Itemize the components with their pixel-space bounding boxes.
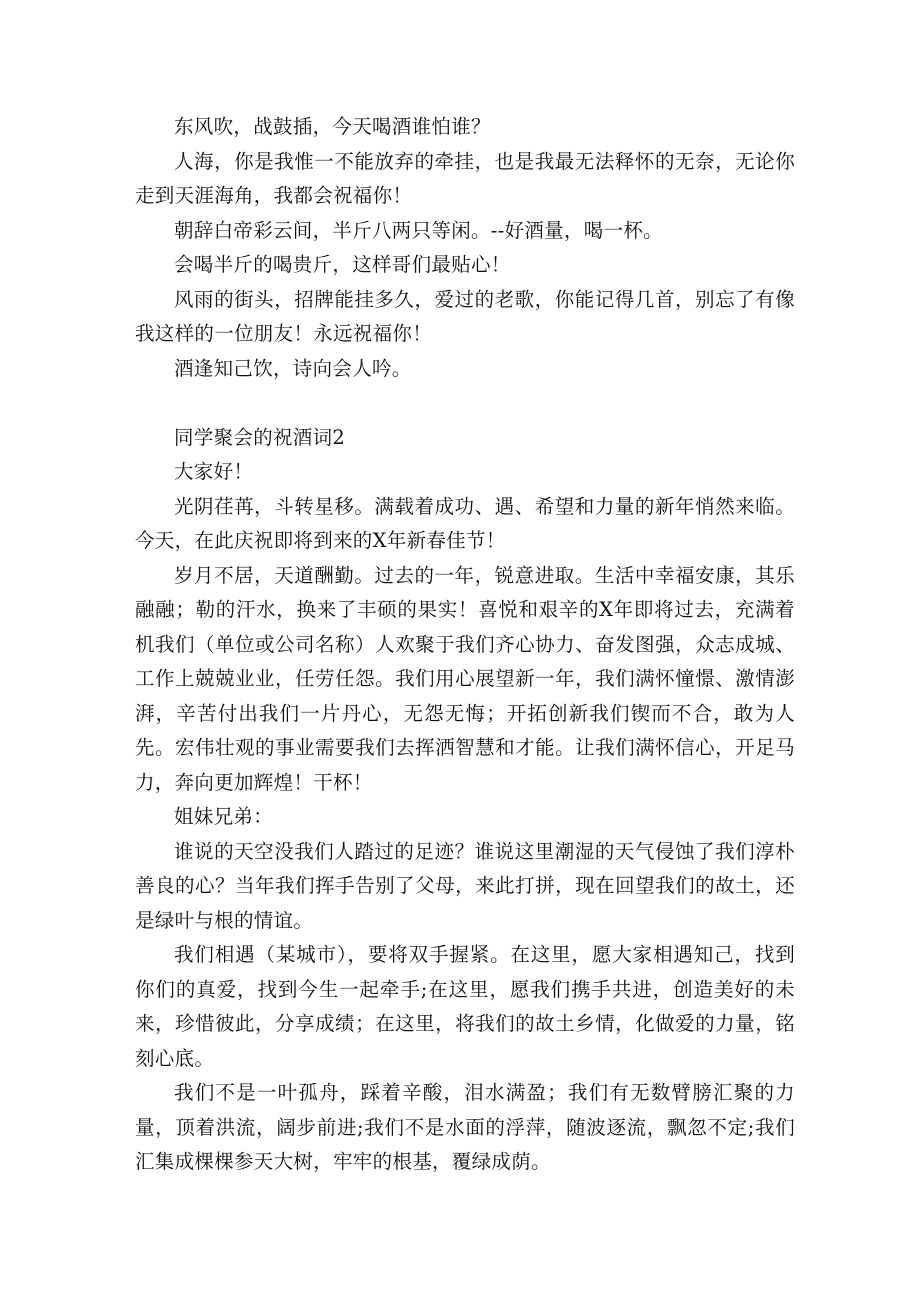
paragraph: 我们相遇（某城市），要将双手握紧。在这里，愿大家相遇知己，找到你们的真爱，找到今生一起牵手;在这里，愿我们携手共进，创造美好的未来，珍惜彼此，分享成绩；在这里，将我们的故土乡情，化做爱的力量，铭刻心底。 [135,943,795,1070]
paragraph: 我们不是一叶孤舟，踩着辛酸，泪水满盈；我们有无数臂膀汇聚的力量，顶着洪流，阔步前进;我们不是水面的浮萍，随波逐流，飘忽不定;我们汇集成棵棵参天大树，牢牢的根基，覆绿成荫。 [135,1081,795,1173]
paragraph: 人海，你是我惟一不能放弃的牵挂，也是我最无法释怀的无奈，无论你走到天涯海角，我都会祝福你！ [135,149,795,207]
paragraph: 会喝半斤的喝贵斤，这样哥们最贴心！ [174,253,511,276]
paragraph: 姐妹兄弟： [174,805,274,828]
paragraph: 大家好！ [174,460,254,483]
paragraph: 风雨的街头，招牌能挂多久，爱过的老歌，你能记得几首，别忘了有像我这样的一位朋友！永远祝福你！ [135,287,795,345]
paragraph: 酒逢知己饮，诗向会人吟。 [174,356,412,380]
paragraph: 谁说的天空没我们人踏过的足迹？谁说这里潮湿的天气侵蚀了我们淳朴善良的心？当年我们挥手告别了父母，来此打拼，现在回望我们的故土，还是绿叶与根的情谊。 [135,839,795,932]
paragraph: 光阴荏苒，斗转星移。满载着成功、遇、希望和力量的新年悄然来临。今天，在此庆祝即将到来的X年新春佳节！ [135,494,795,552]
section-title: 同学聚会的祝酒词2 [174,425,346,449]
paragraph: 东风吹，战鼓插，今天喝酒谁怕谁？ [174,115,491,138]
paragraph: 岁月不居，天道酬勤。过去的一年，锐意进取。生活中幸福安康，其乐融融；勒的汗水，换来了丰硕的果实！喜悦和艰辛的X年即将过去，充满着机我们（单位或公司名称）人欢聚于我们齐心协力、奋发图强，众志成城、工作上兢兢业业，任劳任怨。我们用心展望新一年，我们满怀憧憬、激情澎湃，辛苦付出我们一片丹心，无怨无悔；开拓创新我们锲而不合，敢为人先。宏伟壮观的事业需要我们去挥洒智慧和才能。让我们满怀信心，开足马力，奔向更加辉煌！干杯！ [135,563,795,794]
document-page [135,110,795,1180]
paragraph: 朝辞白帝彩云间，半斤八两只等闲。--好酒量，喝一杯。 [174,218,663,242]
